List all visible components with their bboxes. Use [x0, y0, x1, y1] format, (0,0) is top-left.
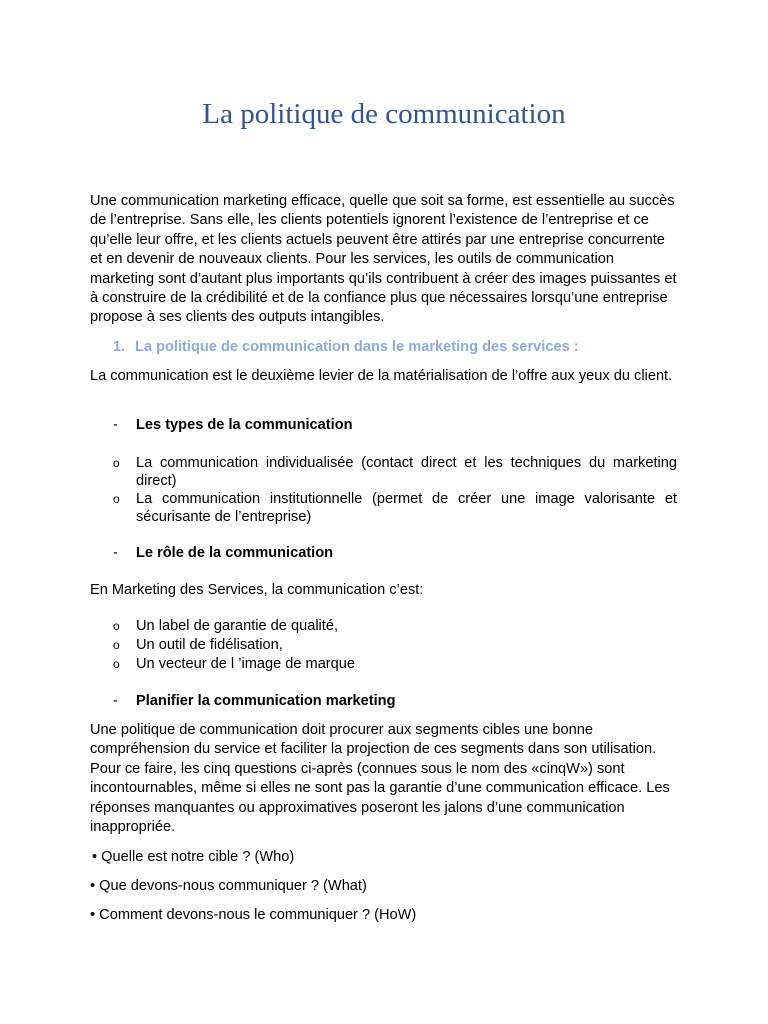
types-list	[113, 455, 677, 526]
list-item: o La communication individualisée (contact direct et les techniques du marketing direct)	[113, 455, 677, 489]
subheading-plan	[113, 692, 396, 711]
role-list	[113, 617, 677, 674]
role-paragraph: En Marketing des Services, la communication c’est:	[90, 582, 424, 598]
circle-bullet-icon: o	[113, 456, 120, 470]
dash-marker: -	[113, 545, 118, 561]
section-number: 1.	[113, 339, 126, 355]
question-how: • Comment devons-nous le communiquer ? (HoW)	[90, 907, 417, 923]
question-who: • Quelle est notre cible ? (Who)	[92, 849, 295, 865]
subheading-plan-label: Planifier la communication marketing	[136, 693, 396, 709]
section-heading-1	[113, 338, 579, 357]
dash-marker: -	[113, 417, 118, 433]
subheading-role-label: Le rôle de la communication	[136, 545, 334, 561]
circle-bullet-icon: o	[113, 657, 120, 671]
circle-bullet-icon: o	[113, 492, 120, 506]
list-item: o Un label de garantie de qualité,	[113, 618, 339, 634]
circle-bullet-icon: o	[113, 619, 120, 633]
circle-bullet-icon: o	[113, 638, 120, 652]
subheading-role	[113, 544, 333, 563]
list-item: o Un outil de fidélisation,	[113, 637, 283, 653]
section1-paragraph: La communication est le deuxième levier de la matérialisation de l’offre aux yeux du client.	[90, 368, 673, 384]
subheading-types-label: Les types de la communication	[136, 417, 353, 433]
section-heading-text: La politique de communication dans le marketing des services :	[135, 339, 579, 355]
dash-marker: -	[113, 693, 118, 709]
plan-paragraph: Une politique de communication doit procurer aux segments cibles une bonne compréhension du service et faciliter la projection de ces segments dans son utilisation. Pour ce faire, les cinq questions ci-après (connues sous le nom des «cinqW») sont incontournables, même si elles ne sont pas la garantie d’une communication efficace. Les réponses manquantes ou approximatives poseront les jalons d’une communication inappropriée.	[90, 722, 670, 836]
intro-paragraph: Une communication marketing efficace, quelle que soit sa forme, est essentielle au succès de l’entreprise. Sans elle, les clients potentiels ignorent l’existence de l’entreprise et ce qu’elle leur offre, et les clients actuels peuvent être attirés par une entreprise concurrente et en devenir de nouveaux clients. Pour les services, les outils de communication marketing sont d’autant plus importants qu’ils contribuent à créer des images puissantes et à construire de la crédibilité et de la confiance plus que nécessaires lorsqu’une entreprise propose à ses clients des outputs intangibles.	[90, 193, 677, 326]
list-item: o La communication institutionnelle (permet de créer une image valorisante et sécurisante de l’entreprise)	[113, 491, 677, 525]
list-item: o Un vecteur de l ’image de marque	[113, 656, 356, 672]
subheading-types	[113, 416, 353, 435]
page-title: La politique de communication	[202, 98, 566, 130]
question-what: • Que devons-nous communiquer ? (What)	[90, 878, 367, 894]
